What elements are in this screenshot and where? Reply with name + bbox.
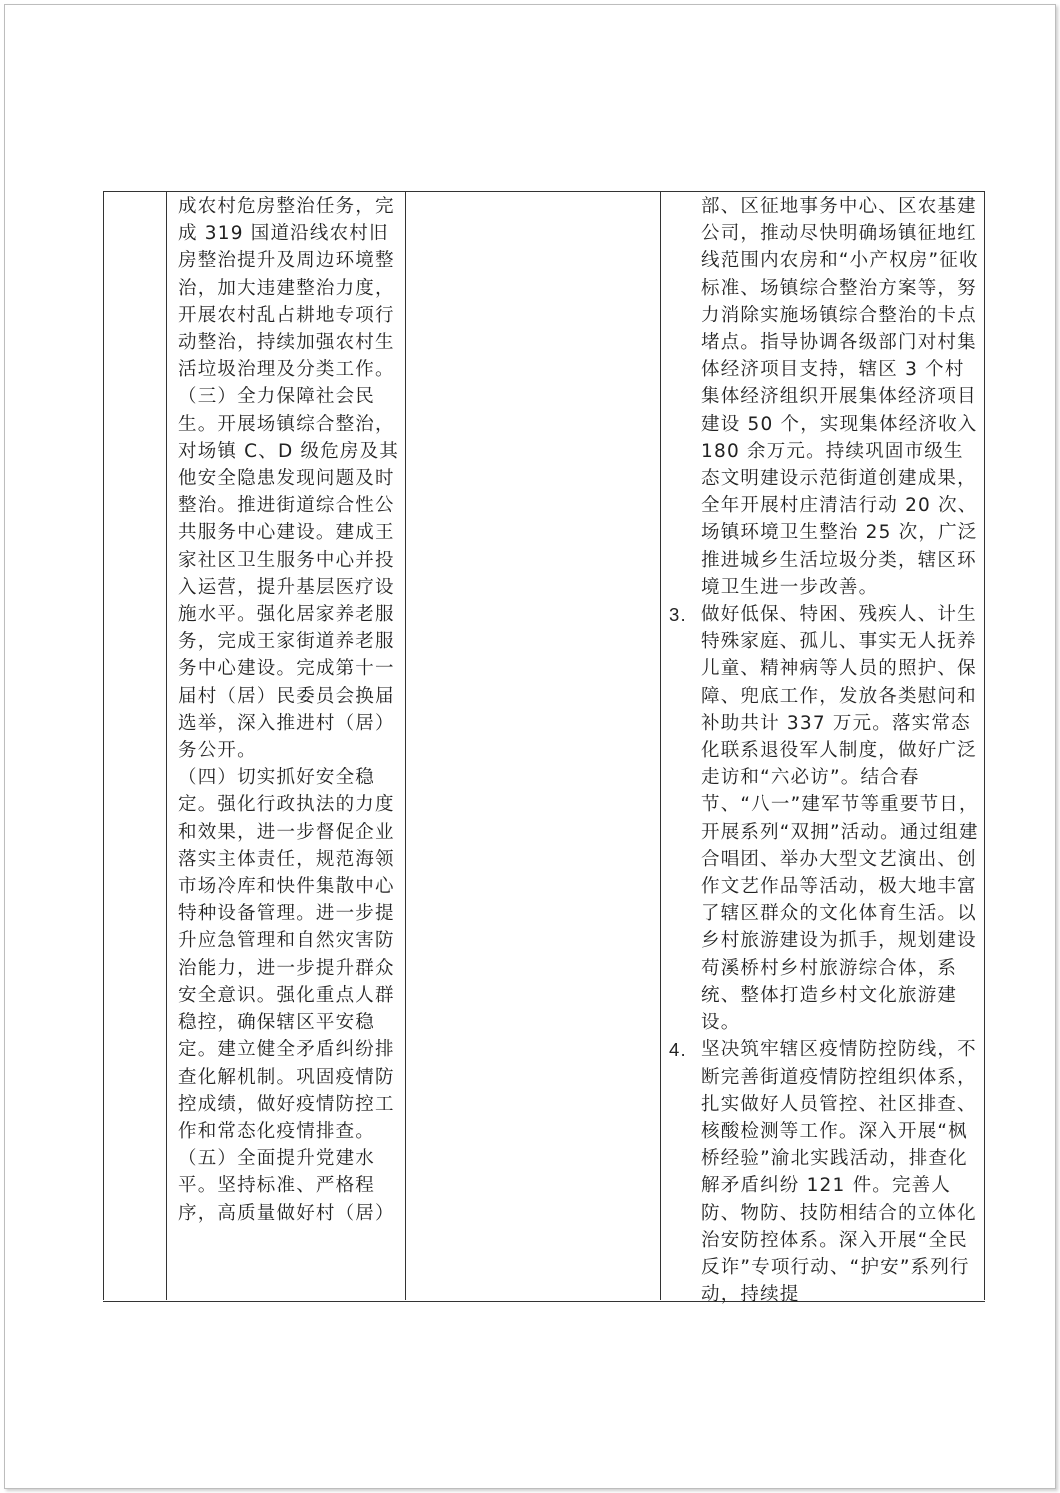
table-divider-1 bbox=[166, 191, 167, 1300]
plan-column-text bbox=[178, 193, 400, 1227]
paragraph-safety-stability: （四）切实抓好安全稳定。强化行政执法的力度和效果，进一步督促企业落实主体责任，规范海领市场冷库和快件集散中心特种设备管理。进一步提升应急管理和自然灾害防治能力，进一步提升群众安全意识。强化重点人群稳控，确保辖区平安稳定。建立健全矛盾纠纷排查化解机制。巩固疫情防控成绩，做好疫情防控工作和常态化疫情排查。 bbox=[178, 767, 395, 1142]
paragraph-town-renovation: 部、区征地事务中心、区农基建公司，推动尽快明确场镇征地红线范围内农房和“小产权房”征收标准、场镇综合整治方案等，努力消除实施场镇综合整治的卡点堵点。指导协调各级部门对村集体经济项目支持，辖区 3 个村集体经济组织开展集体经济项目建设 50 个，实现集体经济收入 180 余万元。持续巩固市级生态文明建设示范街道创建成果，全年开展村庄清洁行动 20 次、场镇环境卫生整治 25 次，广泛推进城乡生活垃圾分类，辖区环境卫生进一步改善。 bbox=[701, 196, 979, 598]
table-border-right bbox=[984, 191, 985, 1300]
table-divider-2 bbox=[405, 191, 406, 1300]
paragraph-party-building: （五）全面提升党建水平。坚持标准、严格程序，高质量做好村（居） bbox=[178, 1148, 395, 1224]
item-number: 3. bbox=[669, 604, 687, 626]
paragraph-social-welfare: （三）全力保障社会民生。开展场镇综合整治，对场镇 C、D 级危房及其他安全隐患发现问题及时整治。推进街道综合性公共服务中心建设。建成王家社区卫生服务中心并投入运营，提升基层医疗设施水平。强化居家养老服务，完成王家街道养老服务中心建设。完成第十一届村（居）民委员会换届选举，深入推进村（居）务公开。 bbox=[178, 386, 400, 762]
item-text: 坚决筑牢辖区疫情防控防线，不断完善街道疫情防控组织体系，扎实做好人员管控、社区排查、核酸检测等工作。深入开展“枫桥经验”渝北实践活动，排查化解矛盾纠纷 121 件。完善人防、物防、技防相结合的立体化治安防控体系。深入开展“全民反诈”专项行动、“护安”系列行动，持续提 bbox=[701, 1039, 977, 1306]
paragraph-rural-housing: 成农村危房整治任务，完成 319 国道沿线农村旧房整治提升及周边环境整治，加大违建整治力度，开展农村乱占耕地专项行动整治，持续加强农村生活垃圾治理及分类工作。 bbox=[178, 196, 395, 381]
table-border-left bbox=[103, 191, 104, 1300]
item-text: 做好低保、特困、残疾人、计生特殊家庭、孤儿、事实无人抚养儿童、精神病等人员的照护、保障、兜底工作，发放各类慰问和补助共计 337 万元。落实常态化联系退役军人制度，做好广泛走访和“六必访”。结合春节、“八一”建军节等重要节日，开展系列“双拥”活动。通过组建合唱团、举办大型文艺演出、创作文艺作品等活动，极大地丰富了辖区群众的文化体育生活。以乡村旅游建设为抓手，规划建设苟溪桥村乡村旅游综合体，系统、整体打造乡村文化旅游建设。 bbox=[701, 604, 979, 1034]
list-item bbox=[669, 601, 979, 1036]
item-number: 4. bbox=[669, 1039, 687, 1061]
table-divider-3 bbox=[660, 191, 661, 1300]
progress-column-text bbox=[669, 193, 979, 1308]
list-item bbox=[669, 1036, 979, 1308]
